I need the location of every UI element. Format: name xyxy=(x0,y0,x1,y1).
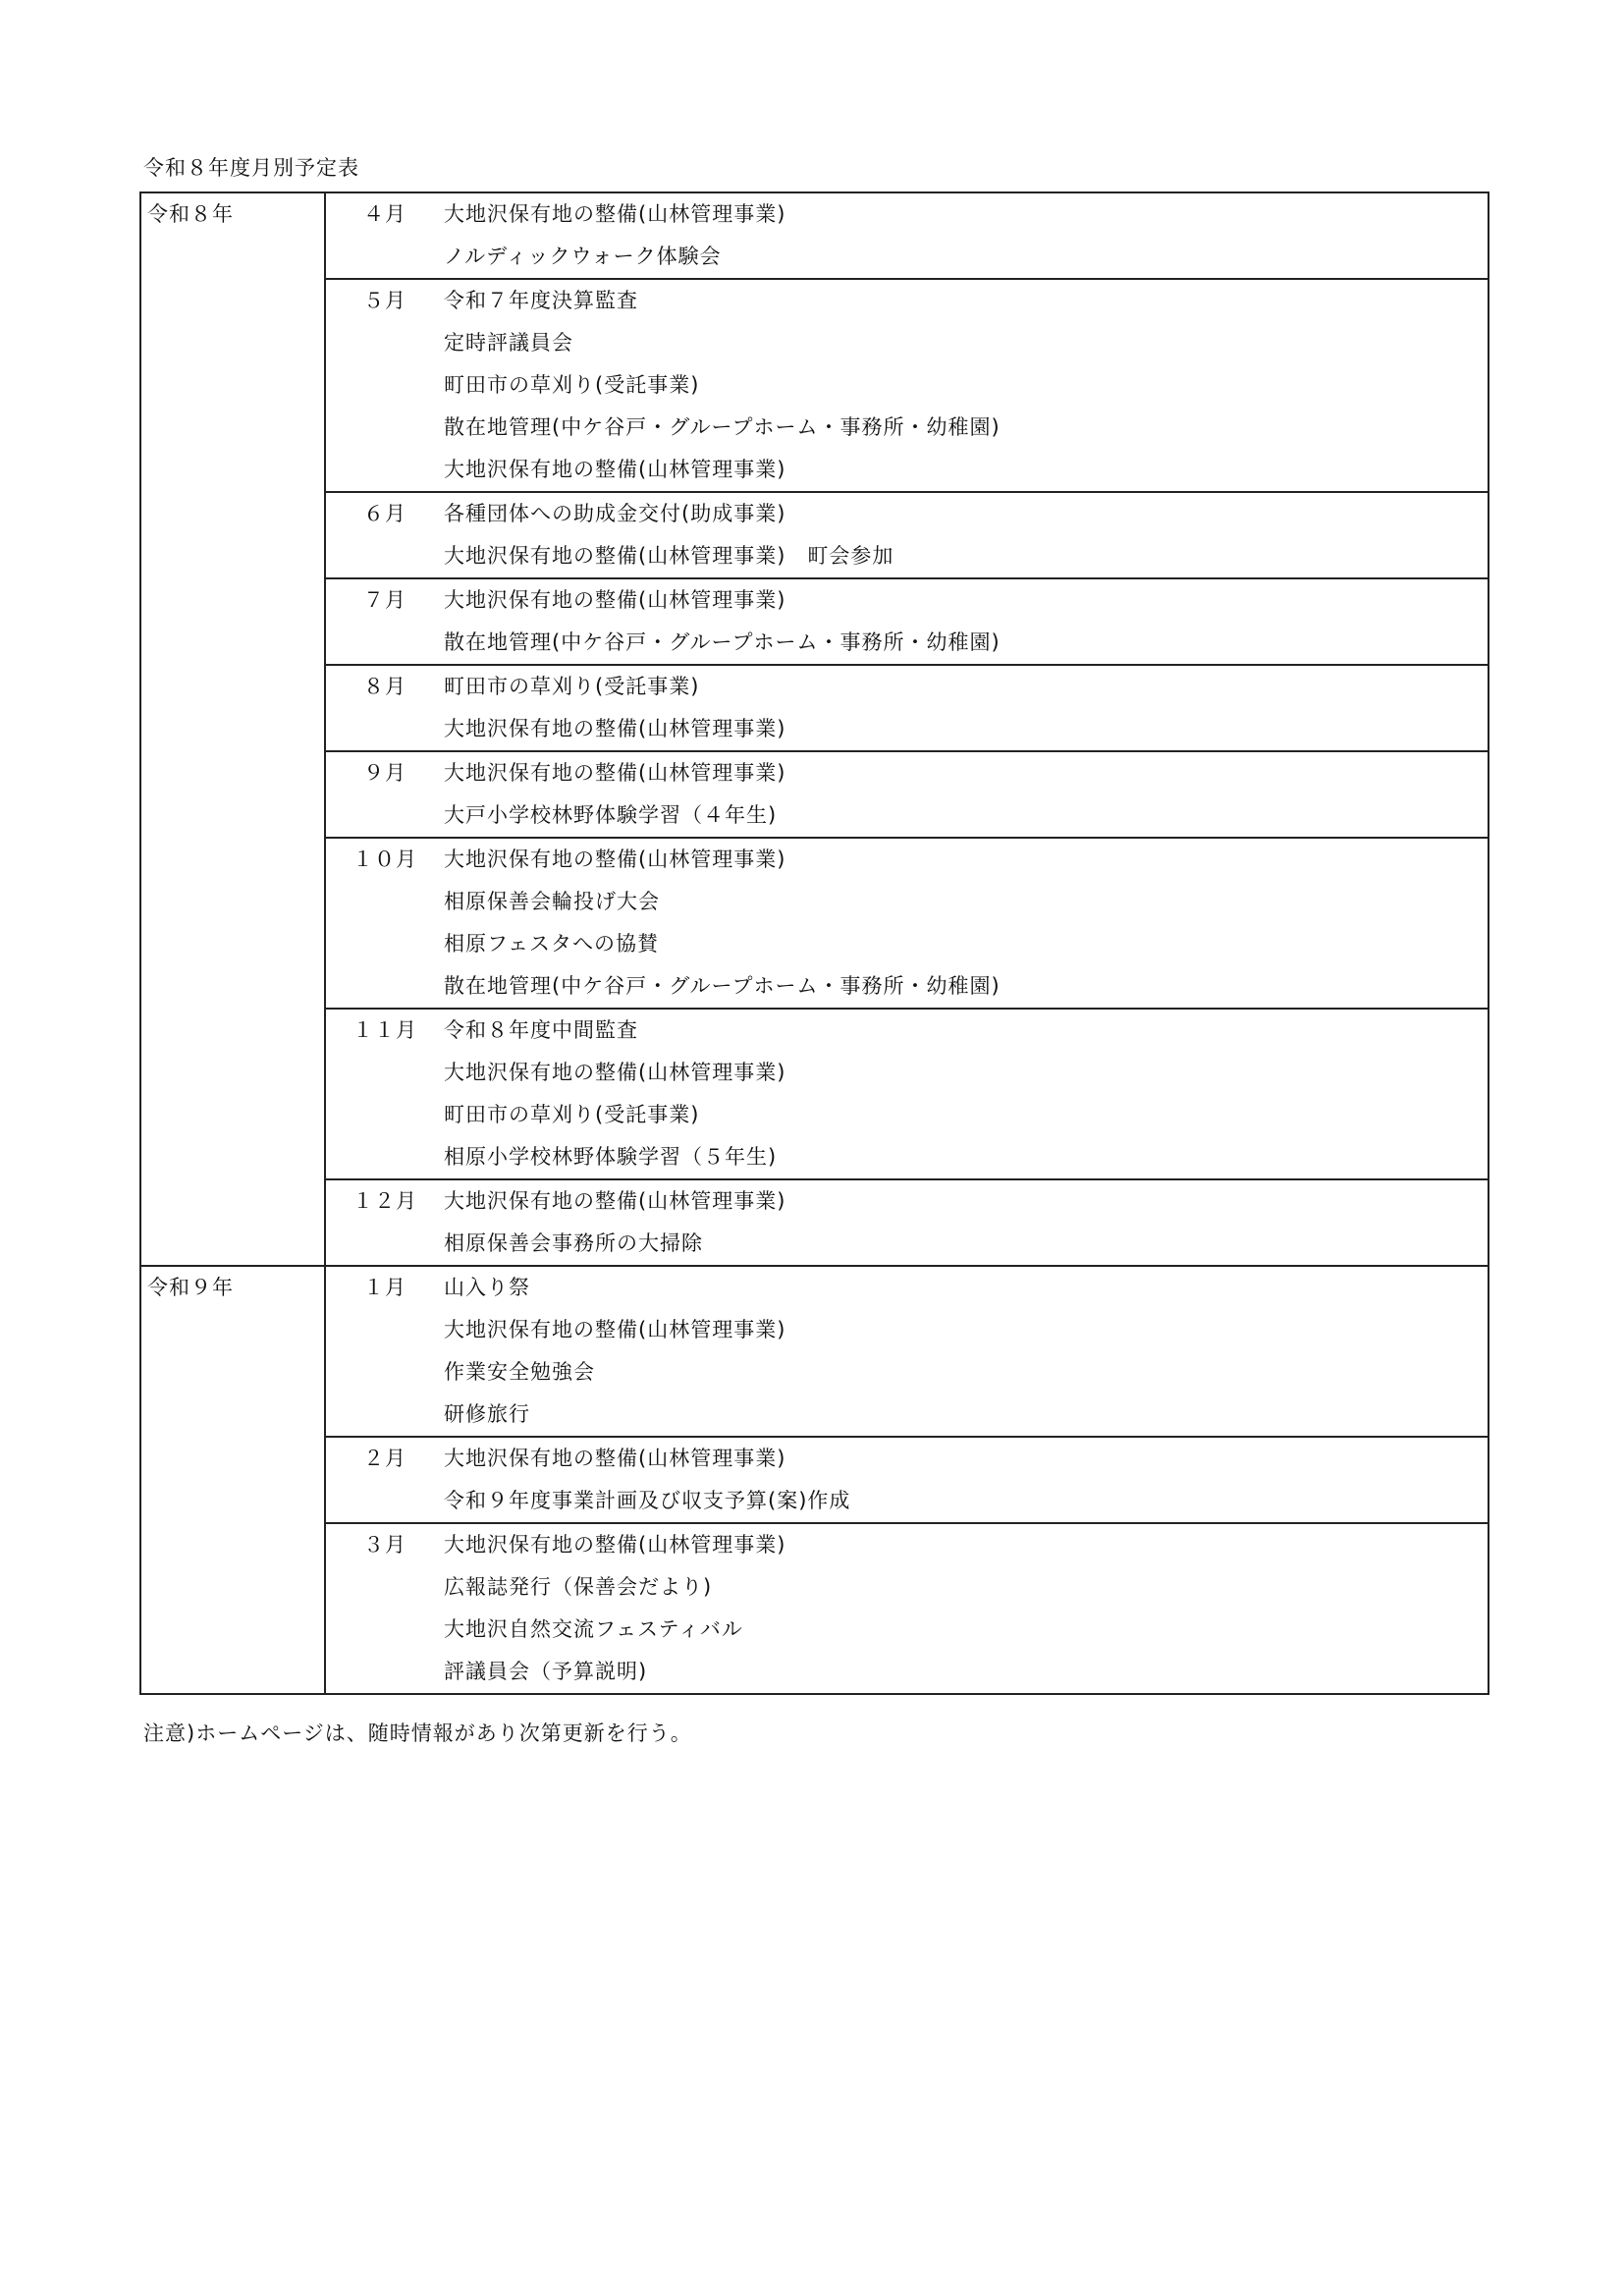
schedule-item: 町田市の草刈り(受託事業) xyxy=(444,373,700,397)
month-label: ８月 xyxy=(325,665,444,751)
month-items xyxy=(444,492,1489,578)
month-label: ４月 xyxy=(325,192,444,279)
month-label: ６月 xyxy=(325,492,444,578)
month-row xyxy=(140,492,1489,578)
schedule-item: 大地沢保有地の整備(山林管理事業) xyxy=(444,717,786,740)
month-items xyxy=(444,279,1489,492)
month-row xyxy=(140,838,1489,1009)
page-title: 令和８年度月別予定表 xyxy=(143,156,359,180)
month-label: ３月 xyxy=(325,1523,444,1694)
schedule-item: 大地沢保有地の整備(山林管理事業) xyxy=(444,588,786,612)
month-label: １１月 xyxy=(325,1009,444,1179)
month-row xyxy=(140,192,1489,279)
month-items xyxy=(444,751,1489,838)
schedule-item: 相原保善会事務所の大掃除 xyxy=(444,1231,703,1255)
schedule-item: 各種団体への助成金交付(助成事業) xyxy=(444,502,786,525)
schedule-item: 大地沢保有地の整備(山林管理事業) xyxy=(444,1447,786,1470)
month-row xyxy=(140,1266,1489,1437)
schedule-item: 令和９年度事業計画及び収支予算(案)作成 xyxy=(444,1489,851,1512)
month-label: ９月 xyxy=(325,751,444,838)
month-label: １２月 xyxy=(325,1179,444,1266)
year-cell: 令和８年 xyxy=(140,192,325,1266)
month-items xyxy=(444,192,1489,279)
month-row xyxy=(140,1179,1489,1266)
schedule-item: 大地沢保有地の整備(山林管理事業) xyxy=(444,1189,786,1213)
month-row xyxy=(140,279,1489,492)
month-items xyxy=(444,578,1489,665)
schedule-item: 作業安全勉強会 xyxy=(444,1360,595,1384)
schedule-item: 評議員会（予算説明) xyxy=(444,1660,648,1683)
month-row xyxy=(140,578,1489,665)
schedule-item: 散在地管理(中ケ谷戸・グループホーム・事務所・幼稚園) xyxy=(444,630,1001,654)
schedule-item: 定時評議員会 xyxy=(444,331,573,355)
schedule-item: 大地沢保有地の整備(山林管理事業) xyxy=(444,847,786,871)
year-cell: 令和９年 xyxy=(140,1266,325,1694)
schedule-item: 散在地管理(中ケ谷戸・グループホーム・事務所・幼稚園) xyxy=(444,415,1001,439)
schedule-item: 相原フェスタへの協賛 xyxy=(444,932,659,956)
month-items xyxy=(444,1009,1489,1179)
schedule-item: 広報誌発行（保善会だより) xyxy=(444,1575,713,1599)
schedule-item: 大地沢保有地の整備(山林管理事業) xyxy=(444,1533,786,1557)
schedule-item: 大地沢自然交流フェスティバル xyxy=(444,1617,743,1641)
month-items xyxy=(444,1179,1489,1266)
schedule-item: 大地沢保有地の整備(山林管理事業) xyxy=(444,761,786,785)
schedule-item: 令和８年度中間監査 xyxy=(444,1018,638,1042)
schedule-item: 大地沢保有地の整備(山林管理事業) xyxy=(444,1061,786,1084)
month-items xyxy=(444,838,1489,1009)
month-row xyxy=(140,1437,1489,1523)
month-row xyxy=(140,751,1489,838)
month-items xyxy=(444,1523,1489,1694)
month-row xyxy=(140,1523,1489,1694)
schedule-item: 大地沢保有地の整備(山林管理事業) xyxy=(444,458,786,481)
schedule-item: 研修旅行 xyxy=(444,1402,530,1426)
month-items xyxy=(444,665,1489,751)
month-items xyxy=(444,1266,1489,1437)
schedule-item: 大地沢保有地の整備(山林管理事業) 町会参加 xyxy=(444,544,894,568)
month-items xyxy=(444,1437,1489,1523)
schedule-item: 相原小学校林野体験学習（５年生) xyxy=(444,1145,778,1169)
month-label: ５月 xyxy=(325,279,444,492)
footnote: 注意)ホームページは、随時情報があり次第更新を行う。 xyxy=(143,1722,692,1745)
month-label: ７月 xyxy=(325,578,444,665)
month-label: １月 xyxy=(325,1266,444,1437)
schedule-item: 大地沢保有地の整備(山林管理事業) xyxy=(444,1318,786,1341)
schedule-item: 町田市の草刈り(受託事業) xyxy=(444,675,700,698)
schedule-item: 相原保善会輪投げ大会 xyxy=(444,890,660,913)
schedule-item: 山入り祭 xyxy=(444,1276,530,1299)
month-label: １０月 xyxy=(325,838,444,1009)
schedule-body xyxy=(140,192,1489,1694)
schedule-item: 大戸小学校林野体験学習（４年生) xyxy=(444,803,778,827)
schedule-item: 大地沢保有地の整備(山林管理事業) xyxy=(444,202,786,226)
schedule-item: 町田市の草刈り(受託事業) xyxy=(444,1103,700,1126)
schedule-item: ノルディックウォーク体験会 xyxy=(444,245,722,268)
month-label: ２月 xyxy=(325,1437,444,1523)
schedule-table xyxy=(139,191,1489,1695)
month-row xyxy=(140,1009,1489,1179)
month-row xyxy=(140,665,1489,751)
schedule-item: 令和７年度決算監査 xyxy=(444,289,638,312)
schedule-item: 散在地管理(中ケ谷戸・グループホーム・事務所・幼稚園) xyxy=(444,974,1001,998)
